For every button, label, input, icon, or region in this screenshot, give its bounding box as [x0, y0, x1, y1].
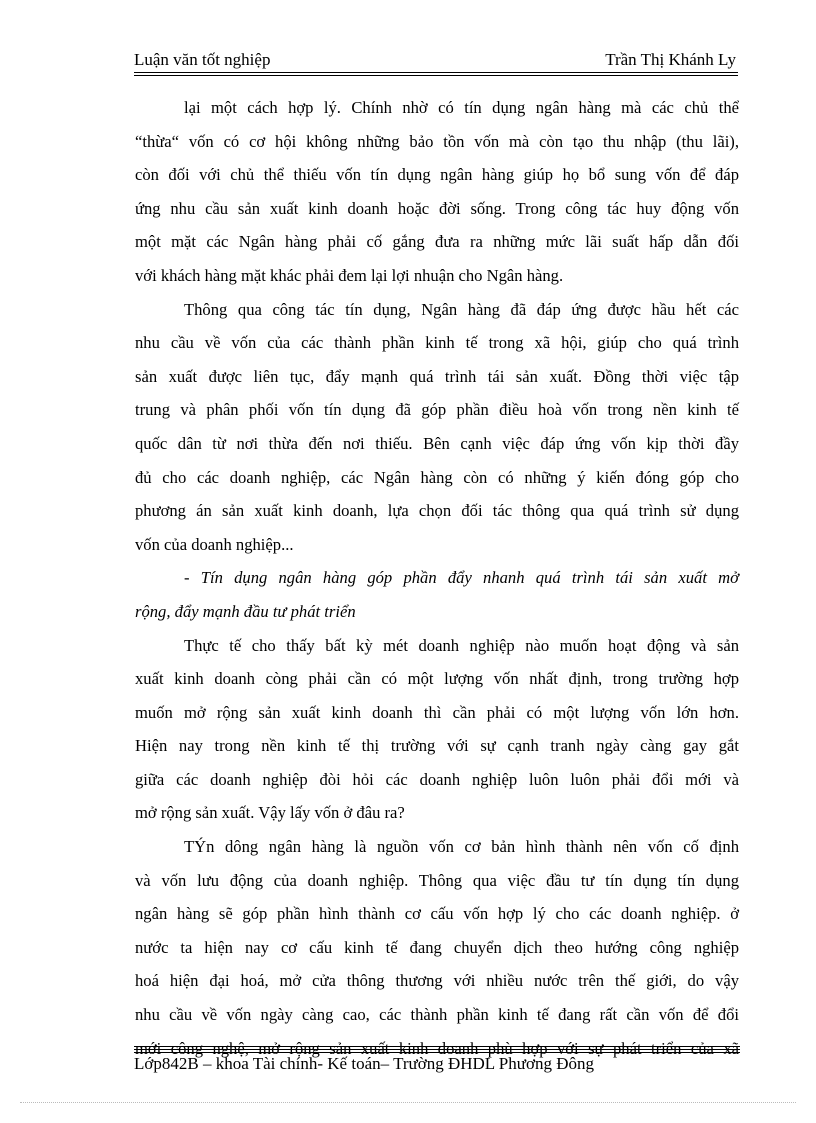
text-line: quốc dân từ nơi thừa đến nơi thiếu. Bên cạnh việc đáp ứng vốn kịp thời đầy	[135, 433, 739, 453]
body-text	[135, 91, 739, 1065]
text-line: trung và phân phối vốn tín dụng đã góp phần điều hoà vốn trong nền kinh tế	[135, 400, 739, 420]
header-rule-thin	[134, 75, 738, 76]
text-line: ứng nhu cầu sản xuất kinh doanh hoặc đời sống. Trong công tác huy động vốn	[135, 198, 739, 218]
text-line: và vốn lưu động của doanh nghiệp. Thông qua việc đầu tư tín dụng tín dụng	[135, 870, 739, 890]
text-line: giữa các doanh nghiệp đòi hỏi các doanh nghiệp luôn luôn phải đổi mới và	[135, 769, 739, 789]
text-line: còn đối với chủ thể thiếu vốn tín dụng ngân hàng giúp họ bổ sung vốn để đáp	[135, 165, 739, 185]
page-edge-dotted-line	[20, 1102, 796, 1103]
text-line: Thực tế cho thấy bất kỳ mét doanh nghiệp nào muốn hoạt động và sản	[184, 635, 739, 655]
footer-rule	[134, 1049, 740, 1050]
text-line: với khách hàng mặt khác phải đem lại lợi nhuận cho Ngân hàng.	[135, 265, 564, 285]
text-line: xuất kinh doanh còng phải cần có một lượng vốn nhất định, trong trường hợp	[135, 669, 739, 689]
text-line: hoá hiện đại hoá, mở cửa thông thương với nhiều nước trên thế giới, do vậy	[135, 971, 739, 991]
header-thesis-label: Luận văn tốt nghiệp	[134, 50, 271, 69]
text-line: một mặt các Ngân hàng phải cố gắng đưa ra những mức lãi suất hấp dẫn đối	[135, 232, 739, 252]
footer-rule	[134, 1046, 740, 1047]
text-line: mới công nghệ, mở rộng sản xuất kinh doanh phù hợp với sự phát triển của xã	[135, 1038, 739, 1058]
text-line: đủ cho các doanh nghiệp, các Ngân hàng còn có những ý kiến đóng góp cho	[135, 467, 739, 487]
text-line: muốn mở rộng sản xuất kinh doanh thì cần phải có một lượng vốn lớn hơn.	[135, 702, 739, 722]
text-line: TÝn dông ngân hàng là nguồn vốn cơ bản hình thành nên vốn cố định	[184, 837, 739, 857]
header-rule	[134, 72, 738, 73]
text-line: Thông qua công tác tín dụng, Ngân hàng đã đáp ứng được hầu hết các	[184, 299, 739, 319]
text-line: lại một cách hợp lý. Chính nhờ có tín dụng ngân hàng mà các chủ thể	[184, 98, 739, 117]
text-line: “thừa“ vốn có cơ hội không những bảo tồn vốn mà còn tạo thu nhập (thu lãi),	[135, 131, 739, 151]
header-author-name: Trần Thị Khánh Ly	[605, 50, 736, 69]
text-line: ngân hàng sẽ góp phần hình thành cơ cấu vốn hợp lý cho các doanh nghiệp. ở	[135, 904, 739, 924]
text-line: - Tín dụng ngân hàng góp phần đẩy nhanh quá trình tái sản xuất mở	[184, 568, 739, 588]
text-line: mở rộng sản xuất. Vậy lấy vốn ở đâu ra?	[135, 803, 405, 823]
text-line: nước ta hiện nay cơ cấu kinh tế đang chuyển dịch theo hướng công nghiệp	[135, 937, 739, 957]
text-line: nhu cầu về vốn ngày càng cao, các thành phần kinh tế đang rất cần vốn để đổi	[135, 1005, 739, 1025]
text-line: vốn của doanh nghiệp...	[135, 534, 294, 554]
text-line: phương án sản xuất kinh doanh, lựa chọn đối tác thông qua quá trình sử dụng	[135, 501, 739, 521]
text-line: rộng, đẩy mạnh đầu tư phát triển	[135, 601, 356, 621]
text-line: sản xuất được liên tục, đẩy mạnh quá trình tái sản xuất. Đồng thời việc tập	[135, 366, 739, 386]
text-line: nhu cầu về vốn của các thành phần kinh tế trong xã hội, giúp cho quá trình	[135, 333, 739, 353]
text-line: Hiện nay trong nền kinh tế thị trường với sự cạnh tranh ngày càng gay gắt	[135, 736, 739, 756]
footer-rule	[134, 1052, 740, 1053]
footer-text: Lớp842B – khoa Tài chính- Kế toán– Trường ĐHDL Phương Đông	[134, 1054, 594, 1073]
